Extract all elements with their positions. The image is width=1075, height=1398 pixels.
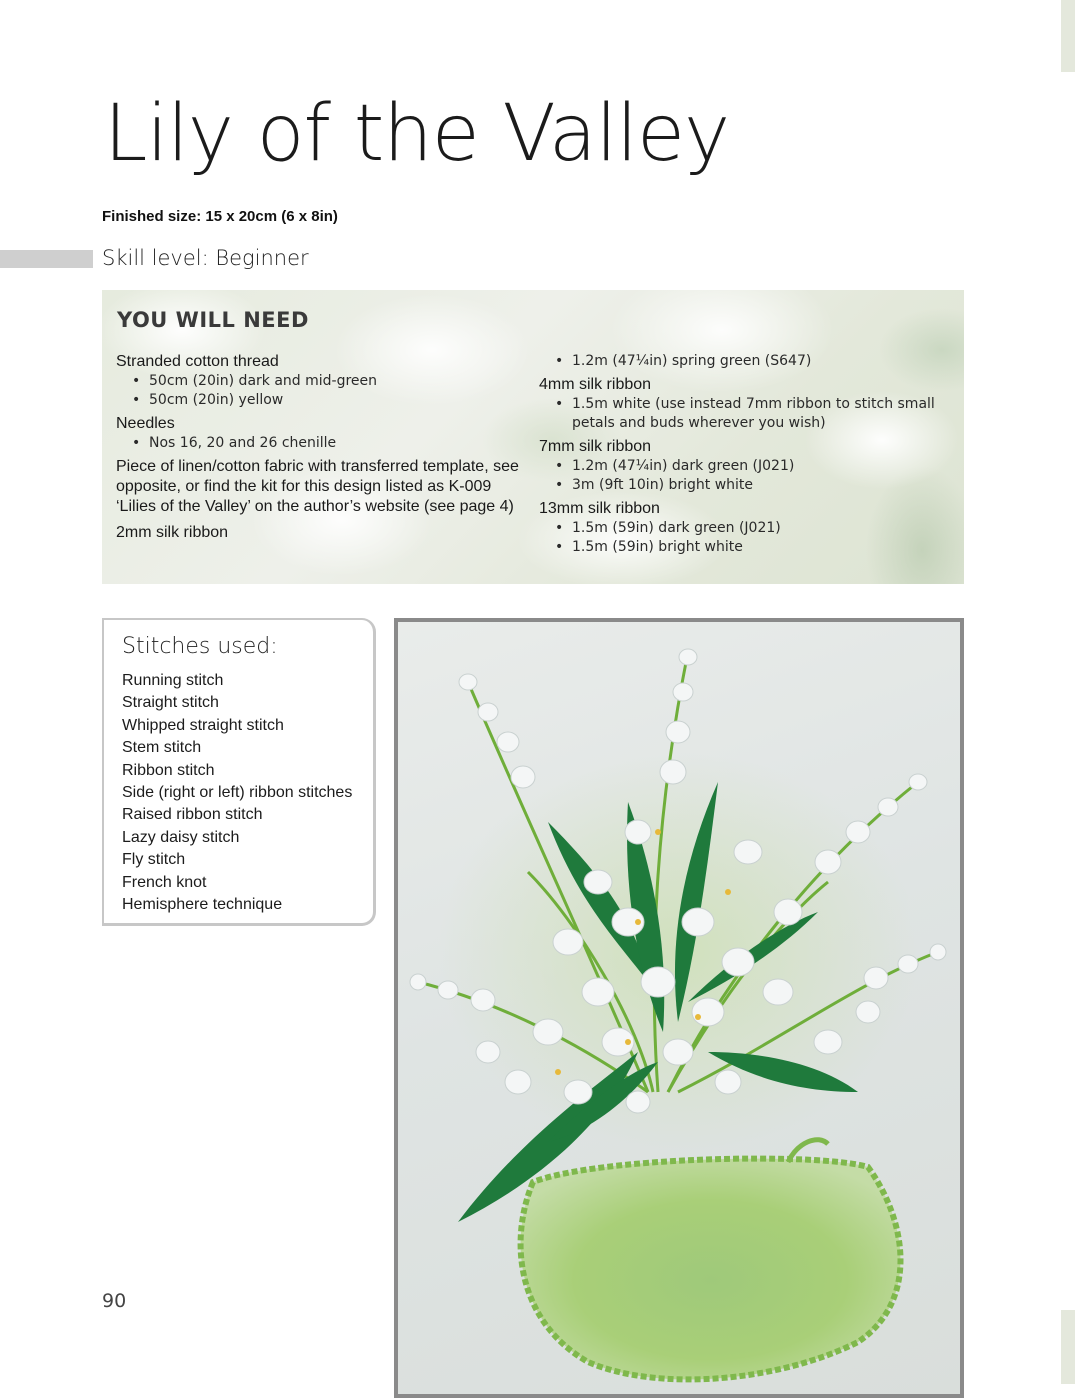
- skill-marker-bar: [0, 250, 93, 268]
- stitches-used-box: [102, 618, 376, 926]
- stitch-item: Whipped straight stitch: [122, 716, 284, 734]
- skill-level: Skill level: Beginner: [102, 246, 309, 270]
- needs-item: • 1.5m (59in) dark green (J021): [555, 519, 949, 538]
- needs-item: • 1.2m (47¼in) spring green (S647): [555, 352, 949, 371]
- needs-item: • 1.5m (59in) bright white: [555, 538, 949, 557]
- stitch-item: Straight stitch: [122, 694, 219, 712]
- needs-item: • 50cm (20in) dark and mid-green: [132, 372, 526, 391]
- embroidery-photo: [394, 618, 964, 1398]
- embroidery-illustration: [398, 622, 960, 1394]
- stitches-list: [122, 670, 352, 916]
- ribbon-2mm-label: 2mm silk ribbon: [116, 524, 229, 541]
- needs-group: [539, 499, 949, 557]
- page-number: 90: [102, 1290, 127, 1312]
- stitch-item: Side (right or left) ribbon stitches: [122, 784, 353, 802]
- stitches-heading: Stitches used:: [122, 634, 278, 659]
- needs-group-label: Stranded cotton thread: [116, 353, 279, 370]
- needs-group: [116, 352, 526, 410]
- page-title: Lily of the Valley: [104, 89, 730, 179]
- you-will-need-heading: YOU WILL NEED: [117, 308, 309, 332]
- needs-item: • 50cm (20in) yellow: [132, 391, 526, 410]
- you-will-need-panel: [102, 290, 964, 584]
- needs-item: • 3m (9ft 10in) bright white: [555, 476, 949, 495]
- needs-right-column: [539, 352, 949, 561]
- needs-group-label: 7mm silk ribbon: [539, 438, 652, 455]
- stitch-item: Stem stitch: [122, 739, 202, 757]
- needs-group-label: 4mm silk ribbon: [539, 376, 652, 393]
- stitch-item: Hemisphere technique: [122, 896, 283, 914]
- needs-item: • Nos 16, 20 and 26 chenille: [132, 434, 526, 453]
- page-edge-tab-bottom: [1061, 1310, 1075, 1384]
- stitch-item: Raised ribbon stitch: [122, 806, 263, 824]
- stitch-item: Ribbon stitch: [122, 761, 215, 779]
- needs-group: [539, 352, 949, 371]
- stitch-item: Lazy daisy stitch: [122, 828, 240, 846]
- vase: [521, 1159, 901, 1380]
- stitch-item: Fly stitch: [122, 851, 186, 869]
- fabric-note: Piece of linen/cotton fabric with transferred template, see opposite, or find the kit for this design listed as K-009 ‘Lilies of the Valley’ on the author’s website (see page 4): [116, 458, 519, 515]
- needs-group: [539, 375, 949, 433]
- finished-size: Finished size: 15 x 20cm (6 x 8in): [102, 208, 338, 225]
- needs-group: [116, 414, 526, 453]
- needs-group: [539, 437, 949, 495]
- needs-group-label: Needles: [116, 415, 175, 432]
- needs-item: • 1.5m white (use instead 7mm ribbon to stitch small petals and buds wherever you wish): [555, 395, 949, 433]
- needs-item: • 1.2m (47¼in) dark green (J021): [555, 457, 949, 476]
- stitch-item: Running stitch: [122, 672, 224, 689]
- stitch-item: French knot: [122, 873, 207, 891]
- needs-group-label: 13mm silk ribbon: [539, 500, 660, 517]
- needs-left-column: [116, 352, 526, 549]
- page-edge-tab-top: [1061, 0, 1075, 72]
